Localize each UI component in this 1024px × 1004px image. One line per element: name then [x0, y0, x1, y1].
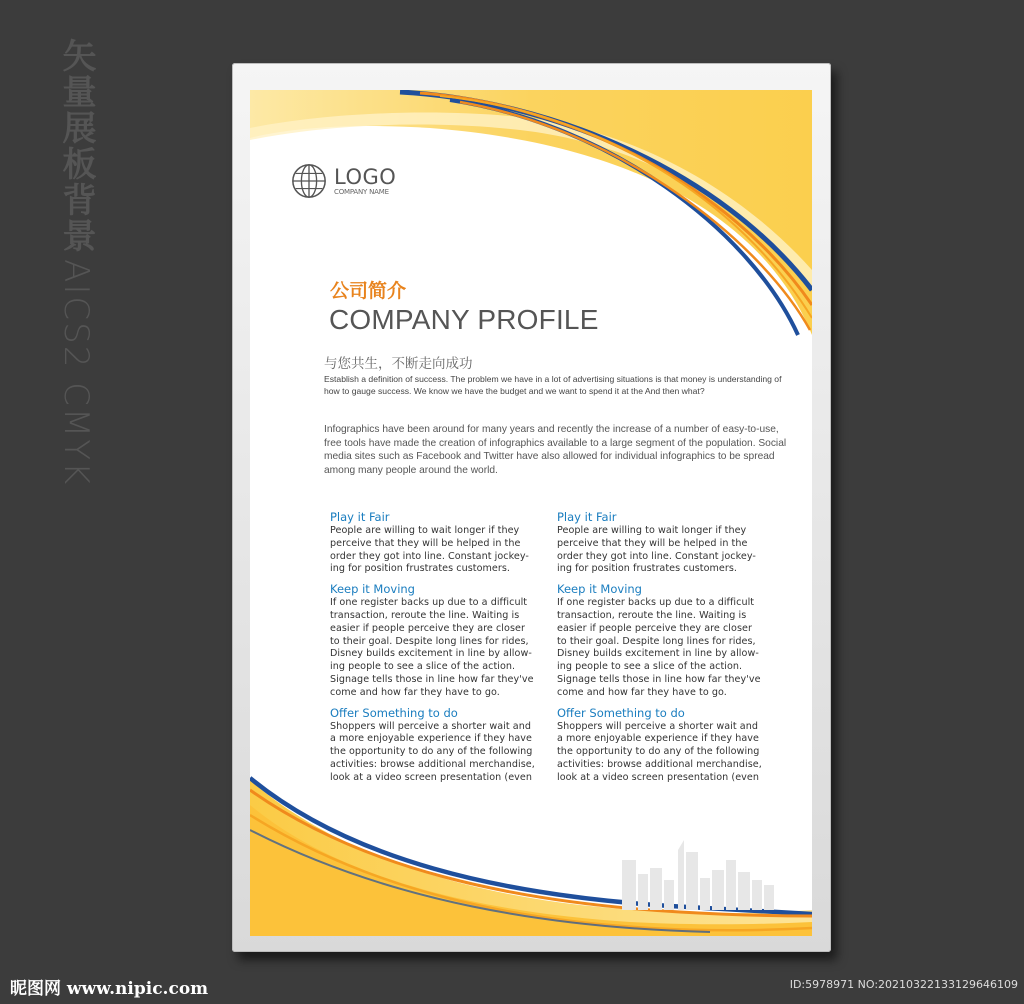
watermark-site: 昵图网 www.nipic.com [10, 979, 209, 999]
side-text-chinese: 矢量展板背景 [56, 38, 96, 254]
section-body: Shoppers will perceive a shorter wait and a more enjoyable experience if they have the opportunity to do any of the following activities: browse additional merchandise, look at a video screen presentation (even [557, 720, 762, 783]
logo-title: LOGO [334, 165, 397, 189]
section-title: Play it Fair [557, 510, 617, 524]
logo-subtitle: COMPANY NAME [334, 188, 389, 196]
side-vertical-text [52, 38, 101, 486]
section-body: If one register backs up due to a difficult transaction, reroute the line. Waiting is easier if people perceive they are closer to their goal. Despite long lines for rides, Disney builds excitement in line by allow- ing people to see a slice of the action. Signage tells those in line how far they've come and how far they have to go. [557, 597, 761, 698]
watermark-id: ID:5978971 NO:20210322133129646109 [789, 978, 1018, 991]
city-skyline-graphic [622, 840, 774, 910]
section-title: Keep it Moving [330, 582, 415, 597]
section-title: Play it Fair [330, 510, 390, 524]
logo [290, 162, 396, 200]
section-body: People are willing to wait longer if they perceive that they will be helped in the order they got into line. Constant jockey- ing for position frustrates customers. [330, 525, 529, 575]
left-column [330, 510, 540, 791]
globe-icon [290, 162, 328, 200]
section-body: People are willing to wait longer if they perceive that they will be helped in the order they got into line. Constant jockey- ing for position frustrates customers. [557, 525, 756, 575]
title-english: COMPANY PROFILE [329, 304, 599, 335]
section-title: Offer Something to do [330, 705, 458, 720]
right-column [557, 510, 767, 791]
intro-text: Establish a definition of success. The problem we have in a lot of advertising situations is that money is understanding of how to gauge success. We know we have the budget and we want to spend it at the And then what? [324, 374, 782, 396]
title-chinese: 公司简介 [330, 280, 407, 302]
section-body: Shoppers will perceive a shorter wait and a more enjoyable experience if they have the opportunity to do any of the following activities: browse additional merchandise, look at a video screen presentation (even [330, 720, 535, 783]
poster [250, 90, 812, 936]
section-body: If one register backs up due to a difficult transaction, reroute the line. Waiting is easier if people perceive they are closer to their goal. Despite long lines for rides, Disney builds excitement in line by allow- ing people to see a slice of the action. Signage tells those in line how far they've come and how far they have to go. [330, 597, 534, 698]
slogan: 与您共生，不断走向成功 [324, 356, 473, 372]
section-title: Keep it Moving [557, 582, 642, 597]
section-title: Offer Something to do [557, 705, 685, 720]
side-text-english: AICS2 CMYK [56, 259, 96, 487]
main-paragraph: Infographics have been around for many years and recently the increase of a number of easy-to-use, free tools have made the creation of infographics available to a large segment of the population. Social media sites such as Facebook and Twitter have also allowed for individual infographics to be spread among many people around the world. [324, 424, 787, 476]
